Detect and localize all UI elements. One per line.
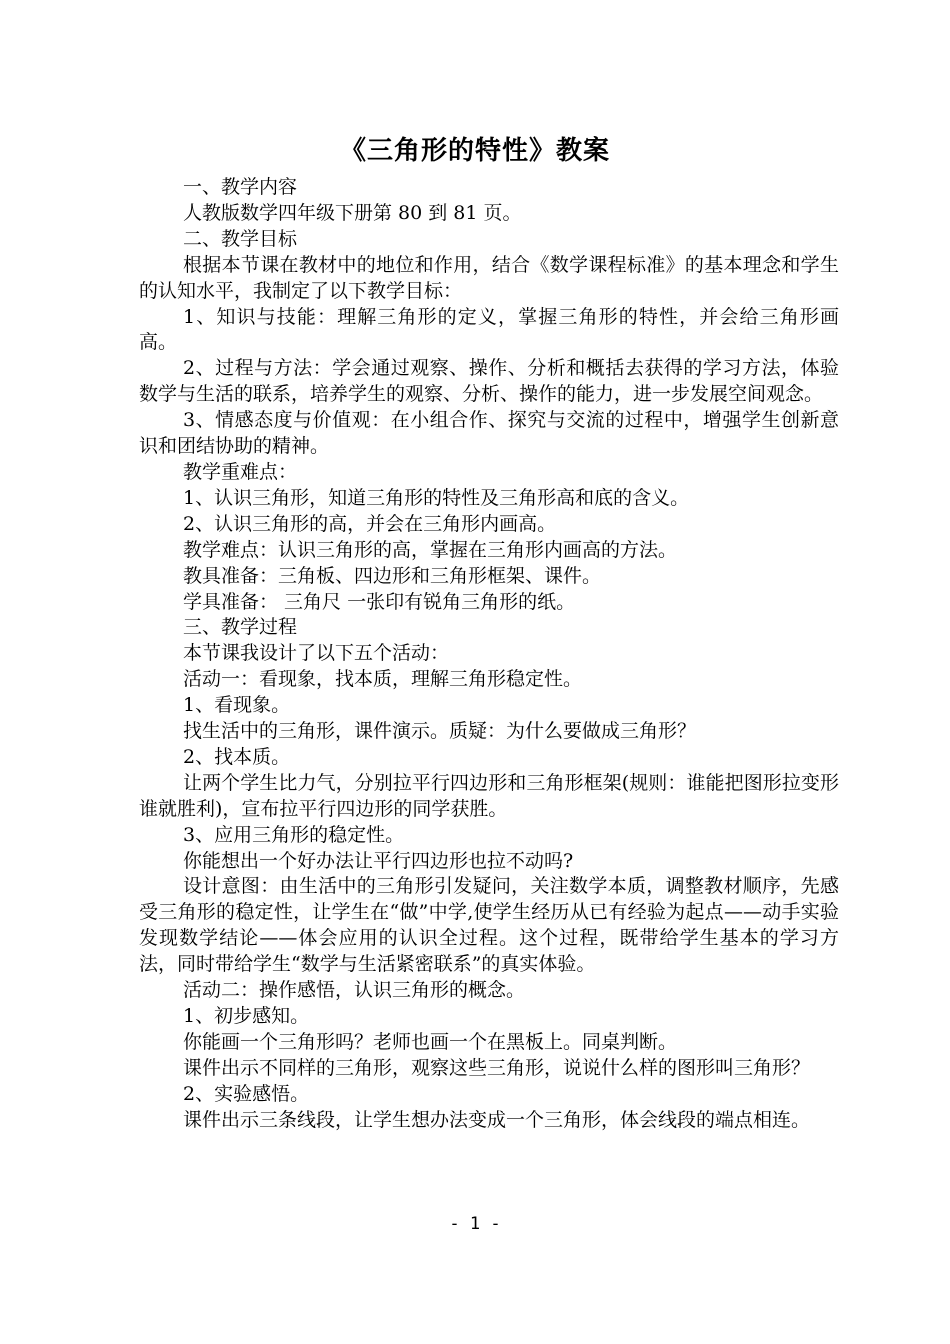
paragraph: 教学难点：认识三角形的高，掌握在三角形内画高的方法。 xyxy=(183,538,678,561)
paragraph: 2、实验感悟。 xyxy=(183,1082,310,1105)
paragraph: 你能想出一个好办法让平行四边形也拉不动吗? xyxy=(183,849,574,872)
paragraph: 你能画一个三角形吗？老师也画一个在黑板上。同桌判断。 xyxy=(183,1030,678,1053)
paragraph: 人教版数学四年级下册第 80 到 81 页。 xyxy=(183,201,522,224)
paragraph: 2、过程与方法：学会通过观察、操作、分析和概括去获得的学习方法，体验数学与生活的联系，培养学生的观察、分析、操作的能力，进一步发展空间观念。 xyxy=(139,357,839,406)
paragraph: 一、教学内容 xyxy=(183,176,298,198)
paragraph: 1、初步感知。 xyxy=(183,1005,310,1027)
paragraph: 教学重难点： xyxy=(183,460,298,483)
paragraph: 活动二：操作感悟，认识三角形的概念。 xyxy=(183,979,526,1002)
paragraph: 找生活中的三角形，课件演示。质疑：为什么要做成三角形？ xyxy=(183,720,697,743)
document-body xyxy=(139,175,839,1134)
paragraph: 教具准备：三角板、四边形和三角形框架、课件。 xyxy=(183,564,602,587)
paragraph: 二、教学目标 xyxy=(183,227,298,250)
paragraph: 1、知识与技能：理解三角形的定义，掌握三角形的特性，并会给三角形画高。 xyxy=(139,305,839,354)
paragraph: 课件出示不同样的三角形，观察这些三角形，说说什么样的图形叫三角形？ xyxy=(183,1056,811,1079)
document-title: 《三角形的特性》教案 xyxy=(339,136,610,166)
paragraph: 课件出示三条线段，让学生想办法变成一个三角形，体会线段的端点相连。 xyxy=(183,1108,811,1131)
paragraph: 设计意图：由生活中的三角形引发疑问，关注数学本质，调整教材顺序，先感受三角形的稳定性，让学生在“做”中学,使学生经历从已有经验为起点——动手实验发现数学结论——体会应用的认识全过程。这个过程，既带给学生基本的学习方法，同时带给学生“数学与生活紧密联系”的真实体验。 xyxy=(139,875,839,976)
paragraph: 根据本节课在教材中的地位和作用，结合《数学课程标准》的基本理念和学生的认知水平，我制定了以下教学目标： xyxy=(139,253,839,302)
paragraph: 活动一：看现象，找本质，理解三角形稳定性。 xyxy=(183,668,583,691)
paragraph: 3、情感态度与价值观：在小组合作、探究与交流的过程中，增强学生创新意识和团结协助的精神。 xyxy=(139,409,839,458)
paragraph: 1、看现象。 xyxy=(183,694,291,717)
paragraph: 2、认识三角形的高，并会在三角形内画高。 xyxy=(183,512,557,535)
paragraph: 2、找本质。 xyxy=(183,745,291,768)
page-number: - 1 - xyxy=(449,1214,501,1234)
paragraph: 让两个学生比力气，分别拉平行四边形和三角形框架(规则：谁能把图形拉变形谁就胜利)，宣布拉平行四边形的同学获胜。 xyxy=(139,771,839,820)
paragraph: 本节课我设计了以下五个活动： xyxy=(183,642,450,665)
paragraph: 1、认识三角形，知道三角形的特性及三角形高和底的含义。 xyxy=(183,486,690,509)
paragraph: 三、教学过程 xyxy=(183,616,298,639)
paragraph: 学具准备： 三角尺 一张印有锐角三角形的纸。 xyxy=(183,590,576,613)
paragraph: 3、应用三角形的稳定性。 xyxy=(183,823,405,846)
